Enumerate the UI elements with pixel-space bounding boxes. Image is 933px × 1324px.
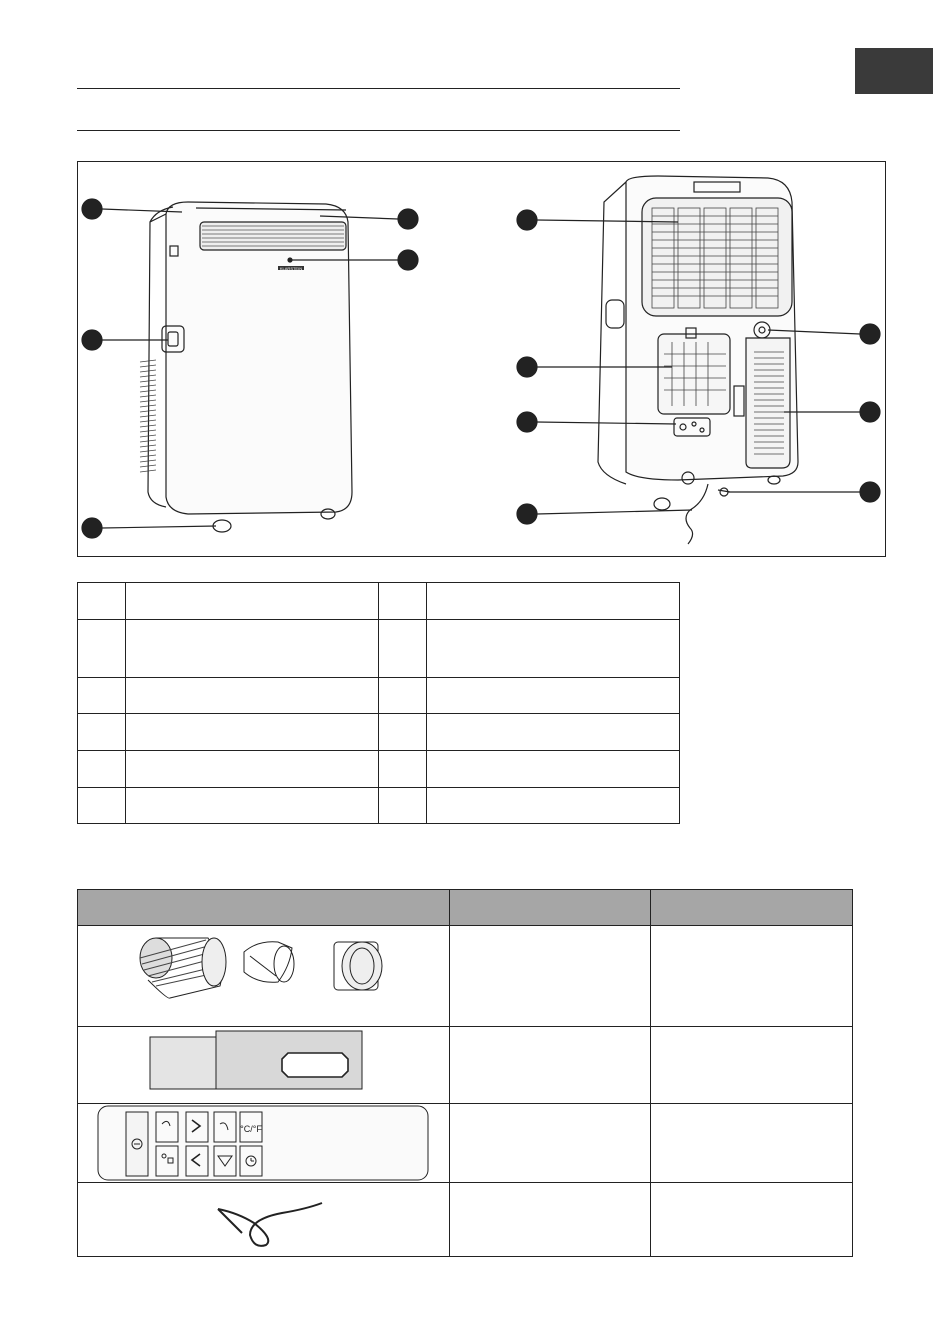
accessory-col3: [651, 1027, 853, 1104]
remote-control-icon: [78, 1104, 450, 1182]
part-description: [126, 714, 379, 751]
column-header: [78, 890, 450, 926]
accessory-col2: [450, 1027, 651, 1104]
accessory-image-cell: [78, 1183, 450, 1257]
accessory-image-cell: [78, 926, 450, 1027]
accessory-image-cell: [78, 1027, 450, 1104]
column-header: [450, 890, 651, 926]
part-number: [379, 714, 427, 751]
part-description: [126, 678, 379, 714]
rear-unit-drawing: [598, 176, 798, 544]
accessory-col2: [450, 926, 651, 1027]
heading-rule-bottom: [77, 130, 680, 131]
part-number: [78, 751, 126, 788]
table-row: [78, 620, 680, 678]
part-number: [379, 751, 427, 788]
part-number: [379, 678, 427, 714]
exhaust-hose-icon: [78, 926, 450, 1026]
accessory-col3: [651, 926, 853, 1027]
section-heading: [77, 96, 680, 124]
table-row: [78, 1183, 853, 1257]
heading-rule-top: [77, 88, 680, 89]
part-description: [427, 788, 680, 824]
part-description: [427, 751, 680, 788]
part-number: [379, 788, 427, 824]
part-description: [427, 620, 680, 678]
part-number: [78, 583, 126, 620]
part-description: [427, 678, 680, 714]
table-row: [78, 1027, 853, 1104]
part-description: [427, 714, 680, 751]
table-row: [78, 926, 853, 1027]
accessory-col3: [651, 1183, 853, 1257]
accessories-table: [77, 889, 853, 1257]
part-number: [379, 620, 427, 678]
part-number: [78, 714, 126, 751]
accessory-image-cell: [78, 1104, 450, 1183]
part-description: [126, 620, 379, 678]
svg-text:KLARSTEIN: KLARSTEIN: [279, 266, 303, 271]
part-number: [379, 583, 427, 620]
part-description: [126, 751, 379, 788]
language-tab: [855, 48, 933, 94]
window-slider-icon: [78, 1027, 450, 1103]
column-header: [651, 890, 853, 926]
accessory-col2: [450, 1104, 651, 1183]
part-number: [78, 678, 126, 714]
product-figure: [77, 161, 886, 557]
part-description: [126, 788, 379, 824]
parts-table: [77, 582, 680, 824]
table-row: [78, 678, 680, 714]
table-row: [78, 1104, 853, 1183]
table-row: [78, 714, 680, 751]
front-unit-drawing: [140, 202, 352, 532]
table-row: [78, 788, 680, 824]
accessory-col2: [450, 1183, 651, 1257]
part-number: [78, 788, 126, 824]
drain-hose-icon: [78, 1183, 450, 1255]
part-description: [427, 583, 680, 620]
svg-text:°C/°F: °C/°F: [240, 1124, 262, 1134]
part-number: [78, 620, 126, 678]
table-row: [78, 583, 680, 620]
accessory-col3: [651, 1104, 853, 1183]
product-illustration: [78, 162, 887, 558]
part-description: [126, 583, 379, 620]
table-row: [78, 751, 680, 788]
accessories-header-row: [78, 890, 853, 926]
